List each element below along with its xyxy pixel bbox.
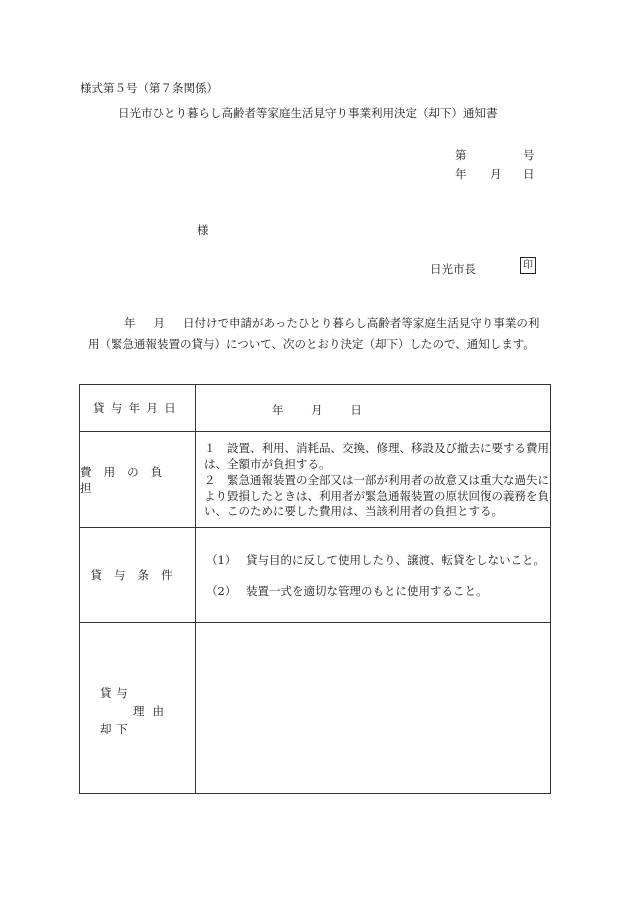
condition-item-2 — [206, 583, 488, 599]
document-number-prefix: 第 — [455, 148, 467, 162]
table-row-conditions — [80, 528, 550, 623]
condition-number: （2） — [206, 584, 237, 598]
loan-date-value[interactable] — [196, 385, 550, 431]
decision-table — [79, 384, 551, 794]
document-number-suffix: 号 — [523, 148, 535, 162]
table-row-cost — [80, 432, 550, 528]
issue-date-day: 日 — [523, 167, 535, 181]
condition-text: 貸与目的に反して使用したり、譲渡、転貸をしないこと。 — [246, 553, 545, 567]
form-number: 様式第５号（第７条関係） — [80, 81, 218, 95]
issue-date-year: 年 — [455, 167, 467, 181]
condition-item-1 — [206, 552, 545, 568]
notice-body — [88, 313, 548, 355]
table-row-reason — [80, 623, 550, 793]
body-month: 月 — [153, 316, 165, 330]
loan-date-label: 貸与年月日 — [80, 385, 196, 431]
conditions-label: 貸与条件 — [80, 528, 196, 622]
condition-number: （1） — [206, 553, 237, 567]
conditions-content — [196, 528, 550, 622]
issuer-name: 日光市長 — [430, 262, 476, 276]
reason-label-lend: 貸与 — [100, 686, 133, 700]
body-text: 日付けで申請があったひとり暮らし高齢者等家庭生活見守り事業の利用（緊急通報装置の貸与）について、次のとおり決定（却下）したので、通知します。 — [88, 316, 540, 351]
loan-date-year: 年 — [272, 403, 284, 417]
table-row-loan-date — [80, 385, 550, 432]
reason-value[interactable] — [196, 623, 550, 793]
issue-date-month: 月 — [490, 167, 502, 181]
seal-mark: 印 — [520, 257, 536, 274]
cost-content — [196, 432, 550, 527]
body-year: 年 — [124, 316, 136, 330]
cost-item-1: １ 設置、利用、消耗品、交換、修理、移設及び撤去に要する費用は、全額市が負担する。 — [204, 441, 549, 471]
reason-label-reject: 却下 — [100, 722, 133, 736]
reason-label-reason: 理由 — [133, 704, 173, 718]
document-title: 日光市ひとり暮らし高齢者等家庭生活見守り事業利用決定（却下）通知書 — [118, 106, 498, 120]
condition-text: 装置一式を適切な管理のもとに使用すること。 — [246, 584, 488, 598]
cost-label: 費用の負担 — [80, 432, 196, 527]
reason-label-cell — [80, 623, 196, 793]
loan-date-month: 月 — [311, 403, 323, 417]
cost-item-2: ２ 緊急通報装置の全部又は一部が利用者の故意又は重大な過失により毀損したときは、利用者が緊急通報装置の原状回復の義務を負い、このために要した費用は、当該利用者の負担とする。 — [204, 473, 549, 518]
loan-date-day: 日 — [350, 403, 362, 417]
addressee-honorific: 様 — [197, 223, 209, 237]
